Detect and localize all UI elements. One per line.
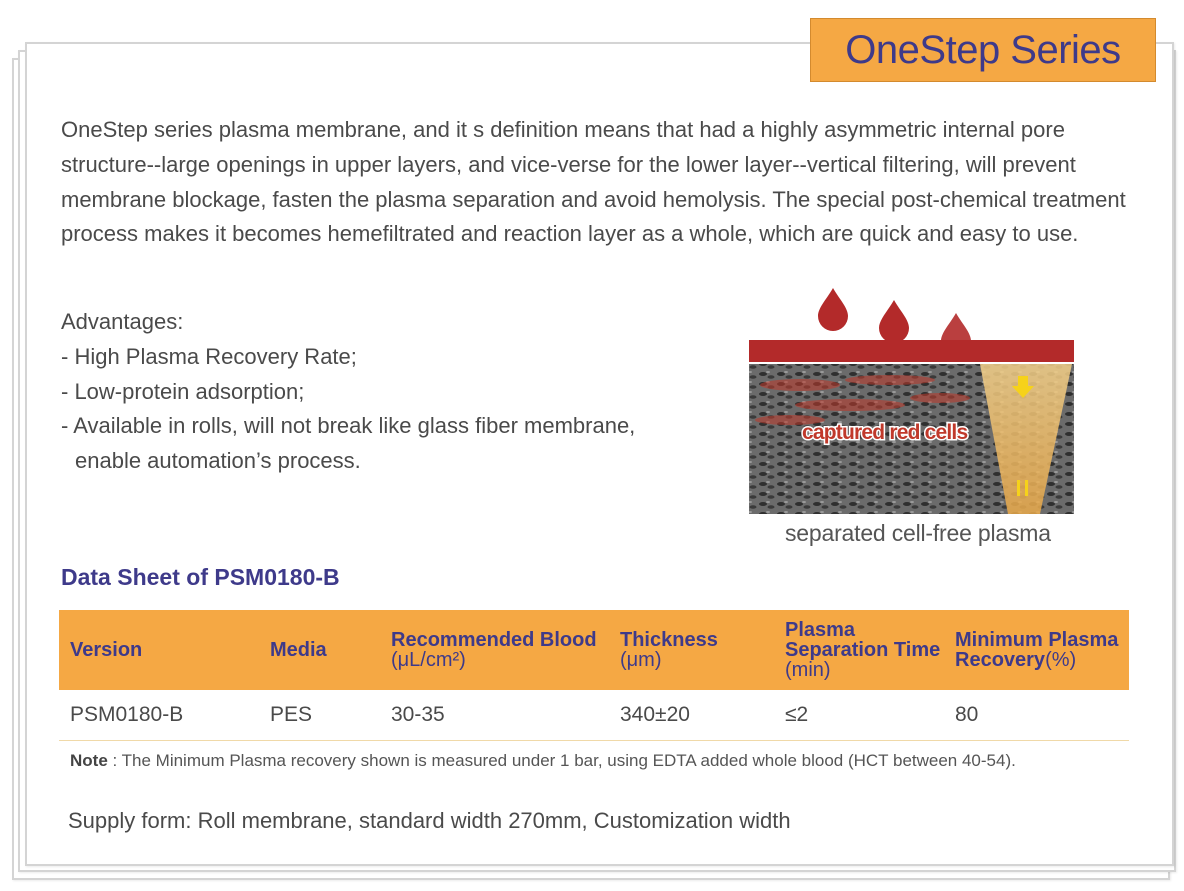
- membrane-illustration: [740, 280, 1080, 520]
- datasheet-table: [59, 610, 1129, 741]
- blood-drop-icon: [879, 300, 909, 343]
- column-header-separation-time: Plasma Separation Time (min): [785, 619, 941, 681]
- series-title-banner: [810, 18, 1156, 82]
- cell-media: PES: [259, 690, 380, 741]
- column-header-recommended-blood: Recommended Blood (μL/cm²): [391, 629, 597, 671]
- advantage-item: - Available in rolls, will not break like glass fiber membrane,: [61, 413, 636, 439]
- advantage-item: - Low-protein adsorption;: [61, 378, 305, 404]
- column-header-thickness: Thickness (μm): [620, 629, 718, 671]
- supply-form-text: Supply form: Roll membrane, standard width 270mm, Customization width: [68, 808, 791, 833]
- advantage-item: - High Plasma Recovery Rate;: [61, 343, 357, 369]
- figure-caption: separated cell-free plasma: [785, 520, 1051, 546]
- advantages-heading: Advantages:: [61, 309, 184, 334]
- cell-separation-time: ≤2: [774, 690, 944, 741]
- cell-thickness: 340±20: [609, 690, 774, 741]
- blood-layer: [749, 340, 1074, 362]
- column-header-plasma-recovery: Minimum Plasma Recovery(%): [955, 629, 1119, 671]
- captured-red-cells-label: captured red cells: [802, 421, 968, 444]
- blood-drop-icon: [818, 288, 848, 331]
- intro-paragraph: OneStep series plasma membrane, and it s definition means that had a highly asymmetric internal pore structure--large openings in upper layers, and vice-verse for the lower layer--vertical filtering, will prevent membrane blockage, fasten the plasma separation and avoid hemolysis. The special post-chemical treatment process makes it becomes hemefiltrated and reaction layer as a whole, which are quick and easy to use.: [61, 117, 1126, 247]
- table-note: [70, 751, 1130, 771]
- note-text: : The Minimum Plasma recovery shown is measured under 1 bar, using EDTA added whole blood (HCT between 40-54).: [107, 751, 1016, 770]
- advantage-item-continuation: enable automation’s process.: [75, 448, 361, 474]
- column-header-media: Media: [270, 639, 327, 661]
- table-row: [59, 690, 1129, 741]
- cell-recommended-blood: 30-35: [380, 690, 609, 741]
- cell-plasma-recovery: 80: [944, 690, 1129, 741]
- note-label: Note: [70, 751, 108, 770]
- series-title: OneStep Series: [845, 27, 1121, 72]
- column-header-version: Version: [70, 639, 143, 661]
- cell-version: PSM0180-B: [59, 690, 259, 741]
- advantages-list: [61, 305, 721, 479]
- table-header-row: [59, 610, 1129, 690]
- membrane-cross-section-figure: [740, 280, 1080, 555]
- datasheet-title: Data Sheet of PSM0180-B: [61, 564, 340, 590]
